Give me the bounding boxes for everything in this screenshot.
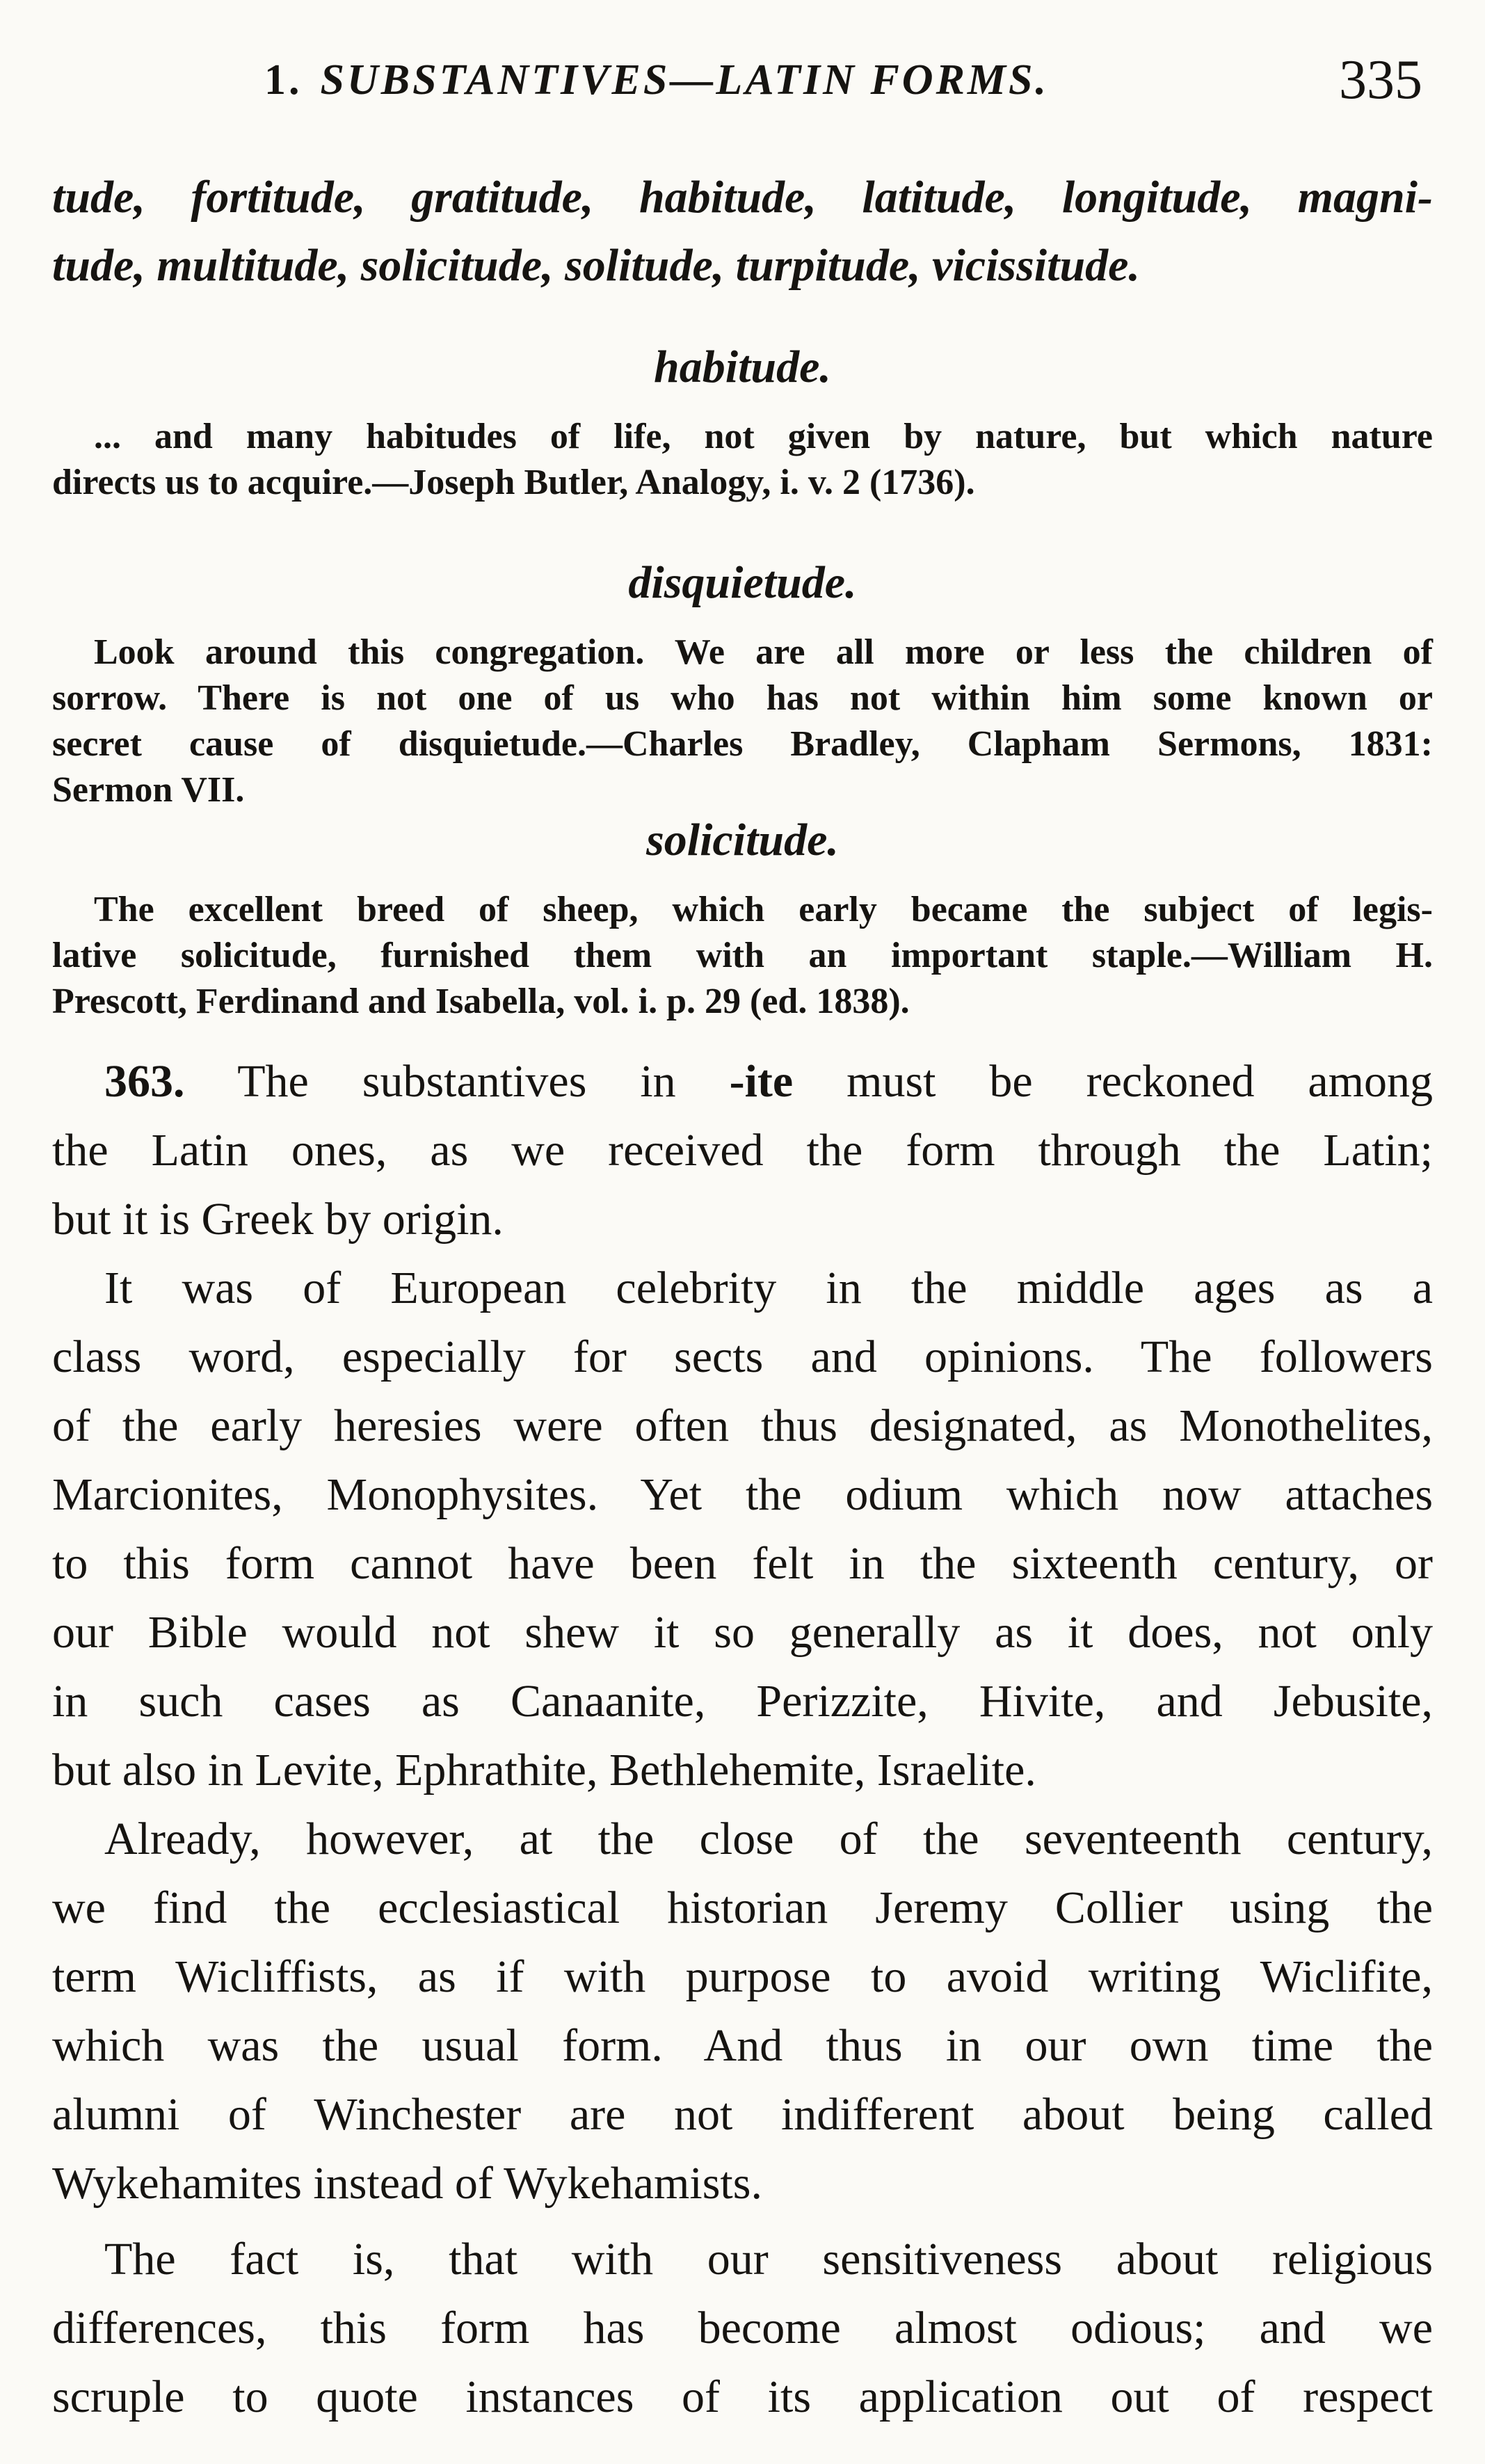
paragraph-line: but it is Greek by origin. <box>52 1194 504 1245</box>
paragraph-line: term Wicliffists, as if with purpose to avoid writing Wiclifite, <box>52 1951 1433 2002</box>
paragraph-line: our Bible would not shew it so generally as it does, not only <box>52 1607 1433 1658</box>
quotation-line: secret cause of disquietude.—Charles Bradley, Clapham Sermons, 1831: <box>52 724 1433 764</box>
paragraph <box>52 1254 1433 1805</box>
paragraph-line: to this form cannot have been felt in the sixteenth century, or <box>52 1538 1433 1589</box>
paragraph-line: the Latin ones, as we received the form through the Latin; <box>52 1125 1433 1176</box>
quotation-line: Look around this congregation. We are all more or less the children of <box>94 632 1433 672</box>
suffix-term: -ite <box>729 1056 794 1107</box>
paragraph-text: The substantives in <box>237 1056 676 1107</box>
quotation-line: sorrow. There is not one of us who has not within him some known or <box>52 678 1433 718</box>
section-title-text: SUBSTANTIVES—LATIN FORMS. <box>320 56 1050 104</box>
quotation <box>52 887 1433 1025</box>
quotation-line: Sermon VII. <box>52 770 245 810</box>
quote-heading: solicitude. <box>646 815 839 865</box>
paragraph-line: of the early heresies were often thus designated, as Monothelites, <box>52 1400 1433 1451</box>
paragraph-line: in such cases as Canaanite, Perizzite, Hivite, and Jebusite, <box>52 1676 1433 1727</box>
paragraph-363 <box>52 1047 1433 1254</box>
word-list-line: tude, multitude, solicitude, solitude, turpitude, vicissitude. <box>52 240 1140 291</box>
paragraph-line: The fact is, that with our sensitiveness about religious <box>104 2234 1433 2285</box>
paragraph <box>52 1805 1433 2218</box>
paragraph-line: but also in Levite, Ephrathite, Bethlehemite, Israelite. <box>52 1745 1036 1795</box>
word-list <box>52 163 1433 300</box>
quote-heading: disquietude. <box>628 557 857 608</box>
paragraph-number: 363. <box>104 1056 185 1107</box>
paragraph-line: Marcionites, Monophysites. Yet the odium which now attaches <box>52 1469 1433 1520</box>
paragraph-text: must be reckoned among <box>846 1056 1434 1107</box>
paragraph-line: which was the usual form. And thus in our own time the <box>52 2020 1433 2071</box>
paragraph-line: differences, this form has become almost odious; and we <box>52 2303 1433 2353</box>
paragraph-line: Wykehamites instead of Wykehamists. <box>52 2158 762 2209</box>
quotation-line: lative solicitude, furnished them with an important staple.—William H. <box>52 936 1433 975</box>
paragraph-line: Already, however, at the close of the seventeenth century, <box>104 1814 1433 1864</box>
quotation-line: directs us to acquire.—Joseph Butler, Analogy, i. v. 2 (1736). <box>52 463 975 502</box>
quotation <box>52 414 1433 506</box>
paragraph <box>52 2225 1433 2431</box>
running-header <box>0 49 1485 111</box>
paragraph-line: we find the ecclesiastical historian Jeremy Collier using the <box>52 1882 1433 1933</box>
paragraph-line <box>52 1047 1433 1116</box>
word-list-line: tude, fortitude, gratitude, habitude, latitude, longitude, magni- <box>52 172 1433 223</box>
paragraph-line: alumni of Winchester are not indifferent about being called <box>52 2089 1433 2140</box>
quote-heading: habitude. <box>654 342 831 392</box>
section-title <box>264 56 1049 105</box>
quotation-line: ... and many habitudes of life, not given by nature, but which nature <box>94 417 1433 456</box>
page-number: 335 <box>1339 49 1422 111</box>
paragraph-line: scruple to quote instances of its application out of respect <box>52 2371 1433 2422</box>
paragraph-line: class word, especially for sects and opinions. The followers <box>52 1331 1433 1382</box>
quotation <box>52 630 1433 813</box>
section-number: 1. <box>264 56 303 104</box>
quotation-line: Prescott, Ferdinand and Isabella, vol. i. p. 29 (ed. 1838). <box>52 982 910 1021</box>
paragraph-line: It was of European celebrity in the middle ages as a <box>104 1263 1433 1313</box>
quotation-line: The excellent breed of sheep, which early became the subject of legis- <box>94 890 1433 929</box>
